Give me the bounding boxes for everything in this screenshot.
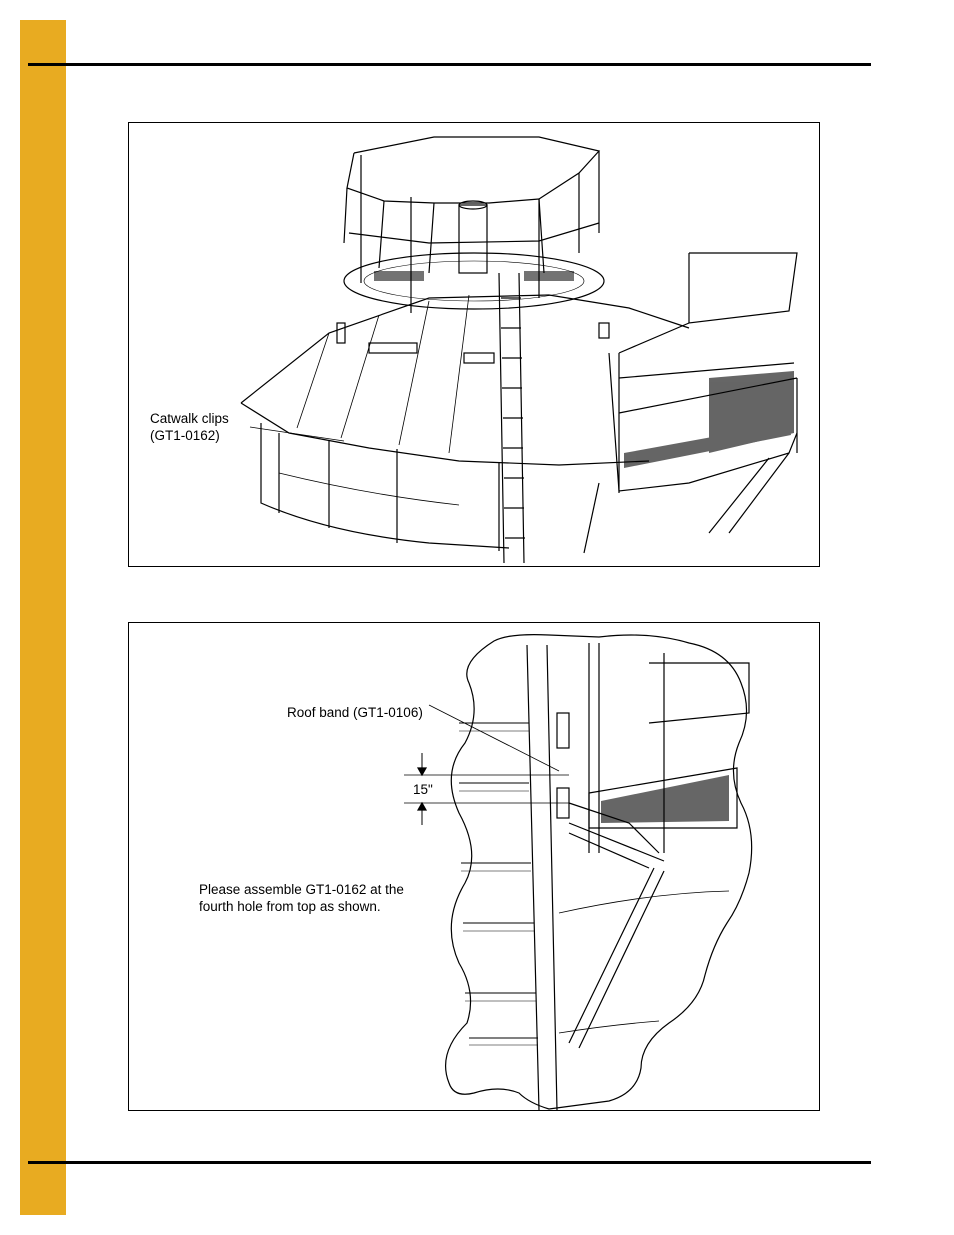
clip-detail-illustration (129, 623, 819, 1110)
header-rule (28, 63, 871, 66)
catwalk-clips-part-number: (GT1-0162) (150, 428, 220, 443)
assembly-note-line1: Please assemble GT1-0162 at the (199, 882, 404, 897)
assembly-note-line2: fourth hole from top as shown. (199, 899, 381, 914)
catwalk-clips-label: Catwalk clips (150, 411, 229, 426)
figure-catwalk-overview (128, 122, 820, 567)
side-color-tab (20, 20, 66, 1215)
figure-clip-detail (128, 622, 820, 1111)
dimension-label: 15" (413, 782, 433, 797)
footer-rule (28, 1161, 871, 1164)
catwalk-overview-illustration (129, 123, 819, 566)
roof-band-label: Roof band (GT1-0106) (287, 705, 423, 720)
